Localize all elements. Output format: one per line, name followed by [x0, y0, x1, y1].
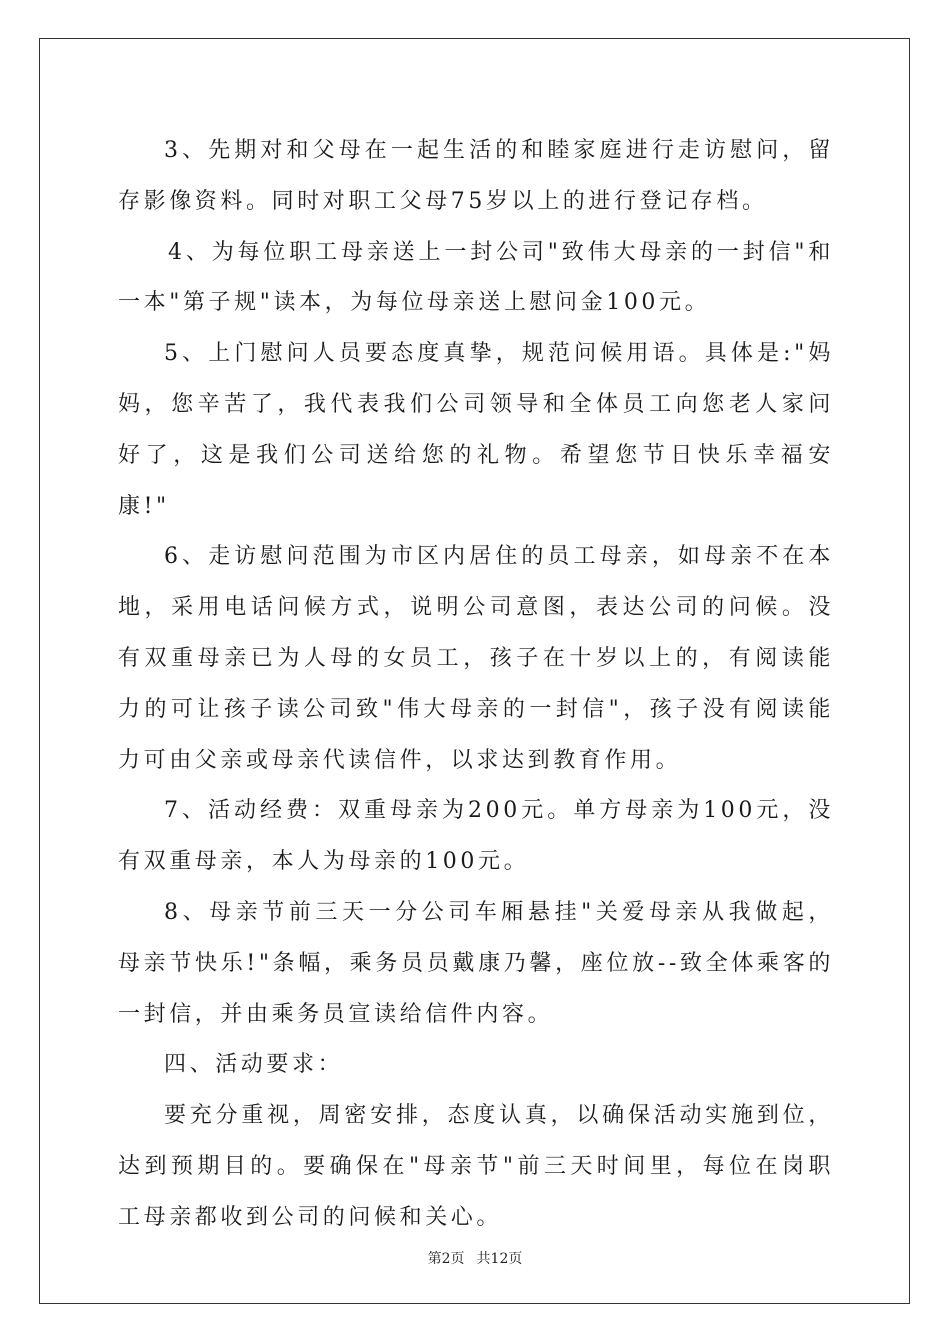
page-footer [0, 1248, 950, 1268]
paragraph-item-7: 7、活动经费：双重母亲为200元。单方母亲为100元，没有双重母亲，本人为母亲的100元。 [118, 798, 834, 875]
section-heading-requirements: 四、活动要求： [164, 1052, 344, 1078]
paragraph-item-3: 3、先期对和父母在一起生活的和睦家庭进行走访慰问，留存影像资料。同时对职工父母75岁以上的进行登记存档。 [118, 138, 834, 214]
paragraph-item-8: 8、母亲节前三天一分公司车厢悬挂"关爱母亲从我做起，母亲节快乐!"条幅，乘务员员戴康乃馨，座位放--致全体乘客的一封信，并由乘务员宣读给信件内容。 [118, 899, 834, 1027]
paragraph-item-5: 5、上门慰问人员要态度真挚，规范问候用语。具体是:"妈妈，您辛苦了，我代表我们公司领导和全体员工向您老人家问好了，这是我们公司送给您的礼物。希望您节日快乐幸福安康!" [118, 341, 834, 519]
document-body [118, 126, 834, 1244]
paragraph-item-4: 4、为每位职工母亲送上一封公司"致伟大母亲的一封信"和一本"第子规"读本，为每位母亲送上慰问金100元。 [118, 239, 834, 316]
page-number: 第2页 [427, 1251, 465, 1267]
page-total: 共12页 [476, 1251, 523, 1267]
paragraph-requirements: 要充分重视，周密安排，态度认真，以确保活动实施到位，达到预期目的。要确保在"母亲节"前三天时间里，每位在岗职工母亲都收到公司的问候和关心。 [118, 1103, 834, 1230]
paragraph-item-6: 6、走访慰问范围为市区内居住的员工母亲，如母亲不在本地，采用电话问候方式，说明公司意图，表达公司的问候。没有双重母亲已为人母的女员工，孩子在十岁以上的，有阅读能力的可让孩子读公司致"伟大母亲的一封信"，孩子没有阅读能力可由父亲或母亲代读信件，以求达到教育作用。 [118, 544, 834, 773]
